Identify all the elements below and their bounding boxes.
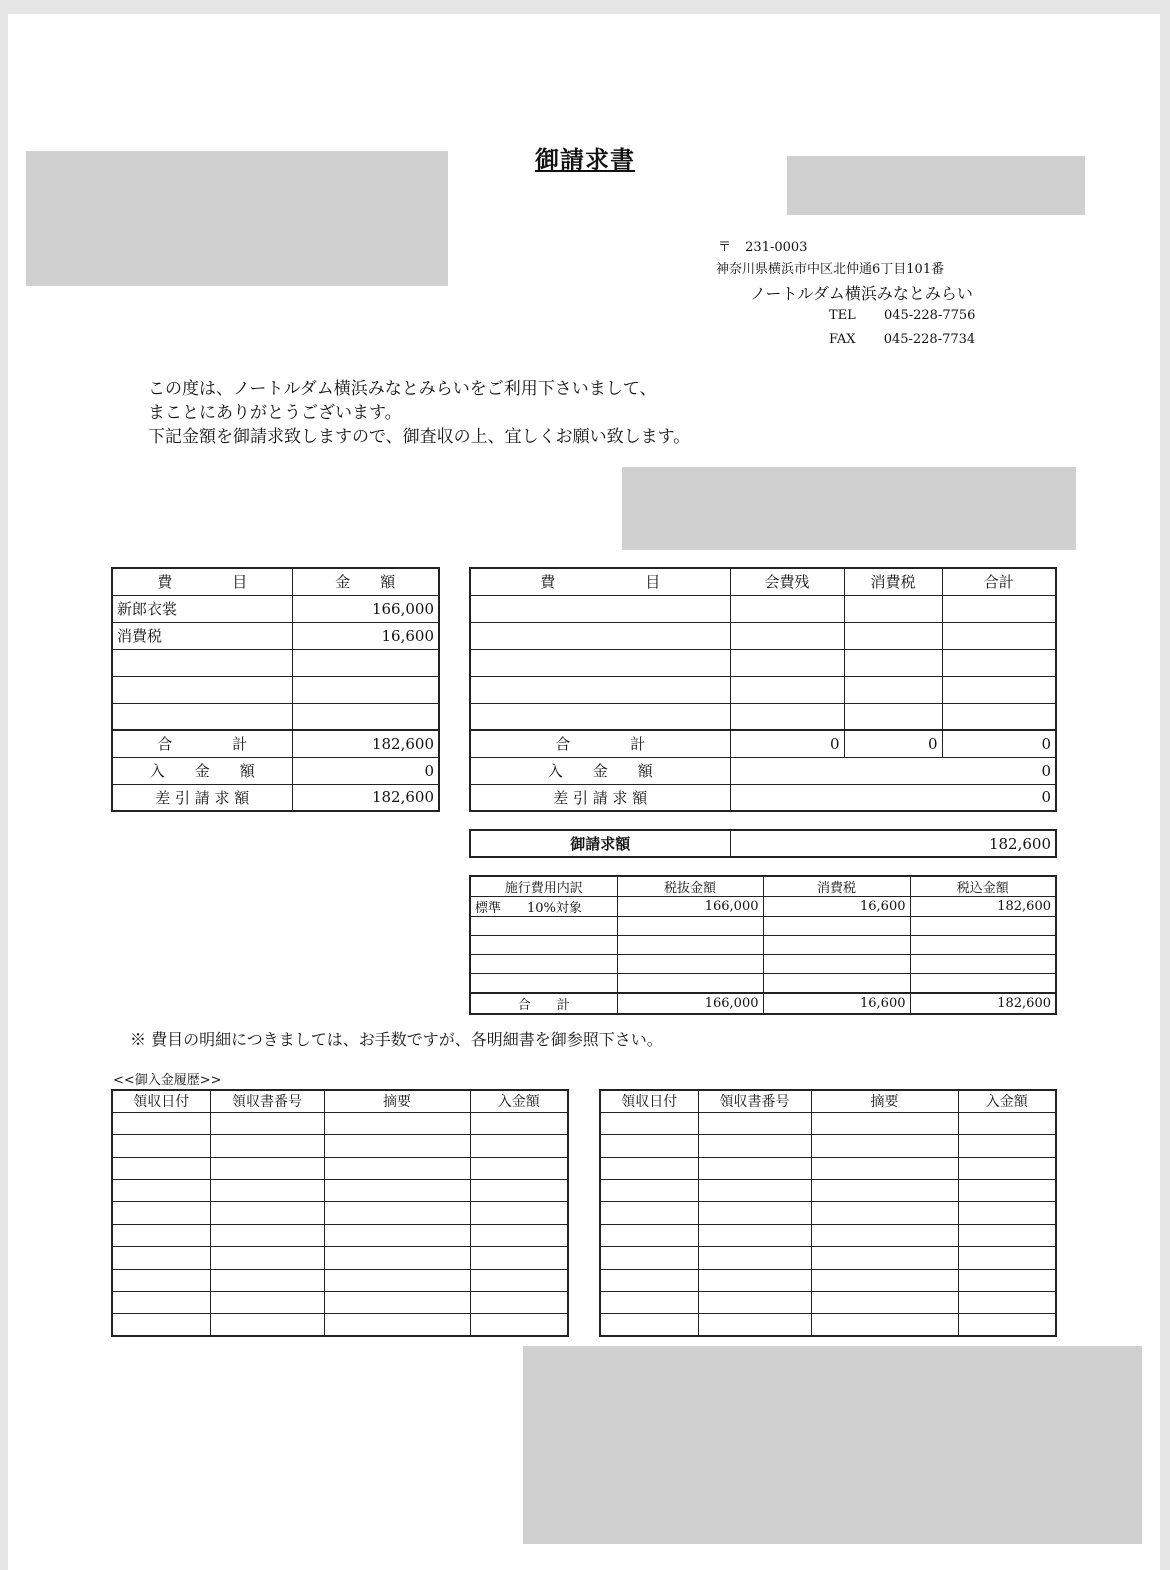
paid-value: 0: [292, 757, 439, 784]
header-fee-balance: 会費残: [730, 568, 844, 595]
history-cell: [811, 1247, 958, 1269]
history-cell: [210, 1247, 324, 1269]
table-header-row: [112, 1090, 568, 1112]
table-row: [470, 703, 1056, 730]
table-row: [600, 1247, 1056, 1269]
table-row: [112, 1180, 568, 1202]
reference-note: ※ 費目の明細につきましては、お手数ですが、各明細書を御参照下さい。: [130, 1030, 663, 1049]
balance-row: [112, 784, 439, 811]
cell: [730, 649, 844, 676]
balance-row: [470, 784, 1056, 811]
history-cell: [600, 1224, 698, 1246]
history-cell: [210, 1224, 324, 1246]
history-cell: [958, 1247, 1056, 1269]
total-tax: 0: [844, 730, 942, 757]
cell: [470, 676, 730, 703]
table-row: [600, 1135, 1056, 1157]
total-tax-inclusive: 182,600: [910, 993, 1056, 1014]
history-cell: [470, 1292, 568, 1314]
cell: [942, 703, 1056, 730]
postal-code: 231-0003: [745, 240, 808, 255]
intro-line: 下記金額を御請求致しますので、御査収の上、宜しくお願い致します。: [148, 427, 691, 447]
history-cell: [112, 1202, 210, 1224]
header-payment-amount: 入金額: [470, 1090, 568, 1112]
history-cell: [811, 1202, 958, 1224]
tel-number: 045-228-7756: [883, 308, 976, 323]
tel-label: TEL: [829, 308, 856, 323]
item-name: 消費税: [112, 622, 292, 649]
cell: [763, 974, 910, 993]
history-cell: [470, 1202, 568, 1224]
history-cell: [470, 1224, 568, 1246]
cell: [763, 936, 910, 955]
table-row: [470, 955, 1056, 974]
history-cell: [811, 1135, 958, 1157]
history-cell: [698, 1112, 811, 1134]
cell: [844, 676, 942, 703]
cost-breakdown-table: [469, 875, 1057, 1015]
history-cell: [958, 1135, 1056, 1157]
paid-value: 0: [730, 757, 1056, 784]
history-cell: [470, 1314, 568, 1336]
history-cell: [811, 1112, 958, 1134]
total-row: [470, 993, 1056, 1014]
cell: [730, 676, 844, 703]
history-cell: [600, 1269, 698, 1291]
cell: [844, 595, 942, 622]
right-charges-table: [469, 567, 1057, 812]
paid-label: 入 金 額: [112, 757, 292, 784]
history-cell: [112, 1247, 210, 1269]
table-row: [600, 1314, 1056, 1336]
table-row: [600, 1202, 1056, 1224]
grand-total-row: [470, 830, 1056, 857]
history-cell: [600, 1292, 698, 1314]
history-cell: [324, 1202, 470, 1224]
history-cell: [600, 1135, 698, 1157]
cell: [910, 936, 1056, 955]
history-cell: [698, 1269, 811, 1291]
table-row: [112, 1112, 568, 1134]
history-cell: [958, 1269, 1056, 1291]
history-cell: [112, 1292, 210, 1314]
invoice-title: 御請求書: [535, 145, 635, 174]
table-row: [470, 622, 1056, 649]
table-row: [112, 1157, 568, 1179]
item-name: [112, 649, 292, 676]
history-cell: [112, 1135, 210, 1157]
cell: [942, 649, 1056, 676]
intro-line: まことにありがとうございます。: [148, 403, 402, 423]
cell: 182,600: [910, 897, 1056, 917]
history-cell: [958, 1292, 1056, 1314]
cell: [730, 595, 844, 622]
grand-total-label: 御請求額: [470, 830, 730, 857]
history-cell: [210, 1202, 324, 1224]
table-row: [470, 897, 1056, 917]
intro-line: この度は、ノートルダム横浜みなとみらいをご利用下さいまして、: [148, 379, 657, 399]
table-row: [600, 1292, 1056, 1314]
table-row: [112, 622, 439, 649]
history-cell: [811, 1292, 958, 1314]
history-cell: [324, 1247, 470, 1269]
history-cell: [600, 1157, 698, 1179]
cell: [942, 676, 1056, 703]
history-cell: [600, 1314, 698, 1336]
header-receipt-number: 領収書番号: [698, 1090, 811, 1112]
history-cell: [470, 1157, 568, 1179]
table-header-row: [470, 568, 1056, 595]
redacted-block-bottom: [523, 1346, 1142, 1544]
fax-line: [829, 332, 975, 347]
balance-value: 0: [730, 784, 1056, 811]
total-value: 182,600: [292, 730, 439, 757]
table-row: [600, 1112, 1056, 1134]
header-tax-inclusive: 税込金額: [910, 876, 1056, 897]
table-row: [112, 1292, 568, 1314]
grand-total-value: 182,600: [730, 830, 1056, 857]
history-cell: [698, 1314, 811, 1336]
cell: [617, 974, 763, 993]
history-cell: [958, 1314, 1056, 1336]
header-receipt-number: 領収書番号: [210, 1090, 324, 1112]
cell: [617, 955, 763, 974]
history-cell: [210, 1112, 324, 1134]
cell: [617, 936, 763, 955]
balance-label: 差 引 請 求 額: [470, 784, 730, 811]
table-row: [470, 917, 1056, 936]
history-cell: [470, 1112, 568, 1134]
history-cell: [112, 1224, 210, 1246]
cell: 166,000: [617, 897, 763, 917]
balance-label: 差 引 請 求 額: [112, 784, 292, 811]
history-cell: [210, 1135, 324, 1157]
history-cell: [698, 1202, 811, 1224]
history-cell: [698, 1292, 811, 1314]
item-name: 新郎衣裳: [112, 595, 292, 622]
paid-row: [112, 757, 439, 784]
intro-message: [148, 377, 690, 449]
company-name: ノートルダム横浜みなとみらい: [750, 284, 973, 303]
history-cell: [811, 1157, 958, 1179]
cell: [844, 703, 942, 730]
history-cell: [210, 1157, 324, 1179]
history-cell: [112, 1314, 210, 1336]
cell: [730, 703, 844, 730]
history-cell: [600, 1202, 698, 1224]
history-cell: [811, 1314, 958, 1336]
total-label: 合 計: [112, 730, 292, 757]
fax-label: FAX: [829, 332, 856, 347]
history-cell: [470, 1247, 568, 1269]
cell: [763, 955, 910, 974]
table-row: [600, 1224, 1056, 1246]
header-receipt-date: 領収日付: [112, 1090, 210, 1112]
postal-line: [718, 236, 807, 255]
table-row: [600, 1157, 1056, 1179]
history-cell: [112, 1112, 210, 1134]
cell: [617, 917, 763, 936]
cell: 16,600: [763, 897, 910, 917]
cell: [942, 595, 1056, 622]
history-cell: [210, 1314, 324, 1336]
table-row: [600, 1269, 1056, 1291]
history-cell: [112, 1269, 210, 1291]
history-cell: [958, 1224, 1056, 1246]
header-sum: 合計: [942, 568, 1056, 595]
item-name: [112, 703, 292, 730]
table-header-row: [470, 876, 1056, 897]
table-row: [470, 936, 1056, 955]
total-row: [112, 730, 439, 757]
payment-history-table-left: [111, 1089, 569, 1337]
history-cell: [958, 1157, 1056, 1179]
header-tax: 消費税: [763, 876, 910, 897]
total-row: [470, 730, 1056, 757]
header-pre-tax: 税抜金額: [617, 876, 763, 897]
history-cell: [324, 1180, 470, 1202]
cell: [470, 955, 617, 974]
history-cell: [470, 1135, 568, 1157]
history-cell: [112, 1180, 210, 1202]
payment-history-label: <<御入金履歴>>: [113, 1073, 222, 1088]
table-row: [112, 1224, 568, 1246]
tel-line: [829, 308, 975, 323]
table-row: [112, 649, 439, 676]
total-tax: 16,600: [763, 993, 910, 1014]
history-cell: [698, 1247, 811, 1269]
history-cell: [324, 1135, 470, 1157]
postal-mark: 〒: [718, 240, 732, 255]
history-cell: [112, 1157, 210, 1179]
total-label: 合 計: [470, 993, 617, 1014]
balance-value: 182,600: [292, 784, 439, 811]
table-row: [112, 1314, 568, 1336]
table-row: [470, 649, 1056, 676]
item-name: [112, 676, 292, 703]
table-row: [112, 1135, 568, 1157]
history-cell: [811, 1180, 958, 1202]
cell: [910, 955, 1056, 974]
table-row: [112, 1269, 568, 1291]
cell: [730, 622, 844, 649]
table-row: [112, 1202, 568, 1224]
header-item: 費 目: [112, 568, 292, 595]
table-row: [470, 676, 1056, 703]
item-amount: [292, 703, 439, 730]
history-cell: [958, 1202, 1056, 1224]
header-tax: 消費税: [844, 568, 942, 595]
history-cell: [324, 1314, 470, 1336]
history-cell: [698, 1224, 811, 1246]
cell: [844, 622, 942, 649]
history-cell: [600, 1112, 698, 1134]
history-cell: [698, 1180, 811, 1202]
table-header-row: [112, 568, 439, 595]
history-cell: [811, 1224, 958, 1246]
history-cell: [698, 1135, 811, 1157]
cell: [470, 649, 730, 676]
item-amount: 16,600: [292, 622, 439, 649]
paid-row: [470, 757, 1056, 784]
table-header-row: [600, 1090, 1056, 1112]
fax-number: 045-228-7734: [883, 332, 976, 347]
street-address: 神奈川県横浜市中区北仲通6丁目101番: [716, 262, 945, 277]
cell: [763, 917, 910, 936]
table-row: [112, 1247, 568, 1269]
history-cell: [600, 1247, 698, 1269]
grand-total-box: [469, 829, 1057, 858]
history-cell: [324, 1224, 470, 1246]
history-cell: [470, 1269, 568, 1291]
header-payment-amount: 入金額: [958, 1090, 1056, 1112]
total-fee-balance: 0: [730, 730, 844, 757]
cell: [942, 622, 1056, 649]
header-amount: 金 額: [292, 568, 439, 595]
history-cell: [324, 1112, 470, 1134]
table-row: [112, 595, 439, 622]
cell: [470, 595, 730, 622]
item-amount: [292, 676, 439, 703]
item-amount: [292, 649, 439, 676]
table-row: [112, 676, 439, 703]
left-charges-table: [111, 567, 440, 812]
cell: [470, 936, 617, 955]
history-cell: [324, 1292, 470, 1314]
history-cell: [324, 1157, 470, 1179]
history-cell: [698, 1157, 811, 1179]
table-row: [112, 703, 439, 730]
cell: [910, 974, 1056, 993]
history-cell: [210, 1269, 324, 1291]
header-receipt-date: 領収日付: [600, 1090, 698, 1112]
cell: [470, 703, 730, 730]
header-description: 摘要: [324, 1090, 470, 1112]
redacted-block-mid-right: [622, 467, 1076, 550]
history-cell: [324, 1269, 470, 1291]
history-cell: [811, 1269, 958, 1291]
payment-history-table-right: [599, 1089, 1057, 1337]
history-cell: [210, 1292, 324, 1314]
cell: 標準 10%対象: [470, 897, 617, 917]
table-row: [600, 1180, 1056, 1202]
item-amount: 166,000: [292, 595, 439, 622]
cell: [470, 622, 730, 649]
cell: [910, 917, 1056, 936]
header-item: 費 目: [470, 568, 730, 595]
history-cell: [470, 1180, 568, 1202]
table-row: [470, 595, 1056, 622]
history-cell: [958, 1180, 1056, 1202]
cell: [844, 649, 942, 676]
total-sum: 0: [942, 730, 1056, 757]
total-pre-tax: 166,000: [617, 993, 763, 1014]
cell: [470, 974, 617, 993]
table-row: [470, 974, 1056, 993]
header-breakdown: 施行費用内訳: [470, 876, 617, 897]
cell: [470, 917, 617, 936]
header-description: 摘要: [811, 1090, 958, 1112]
history-cell: [958, 1112, 1056, 1134]
history-cell: [210, 1180, 324, 1202]
history-cell: [600, 1180, 698, 1202]
paid-label: 入 金 額: [470, 757, 730, 784]
total-label: 合 計: [470, 730, 730, 757]
